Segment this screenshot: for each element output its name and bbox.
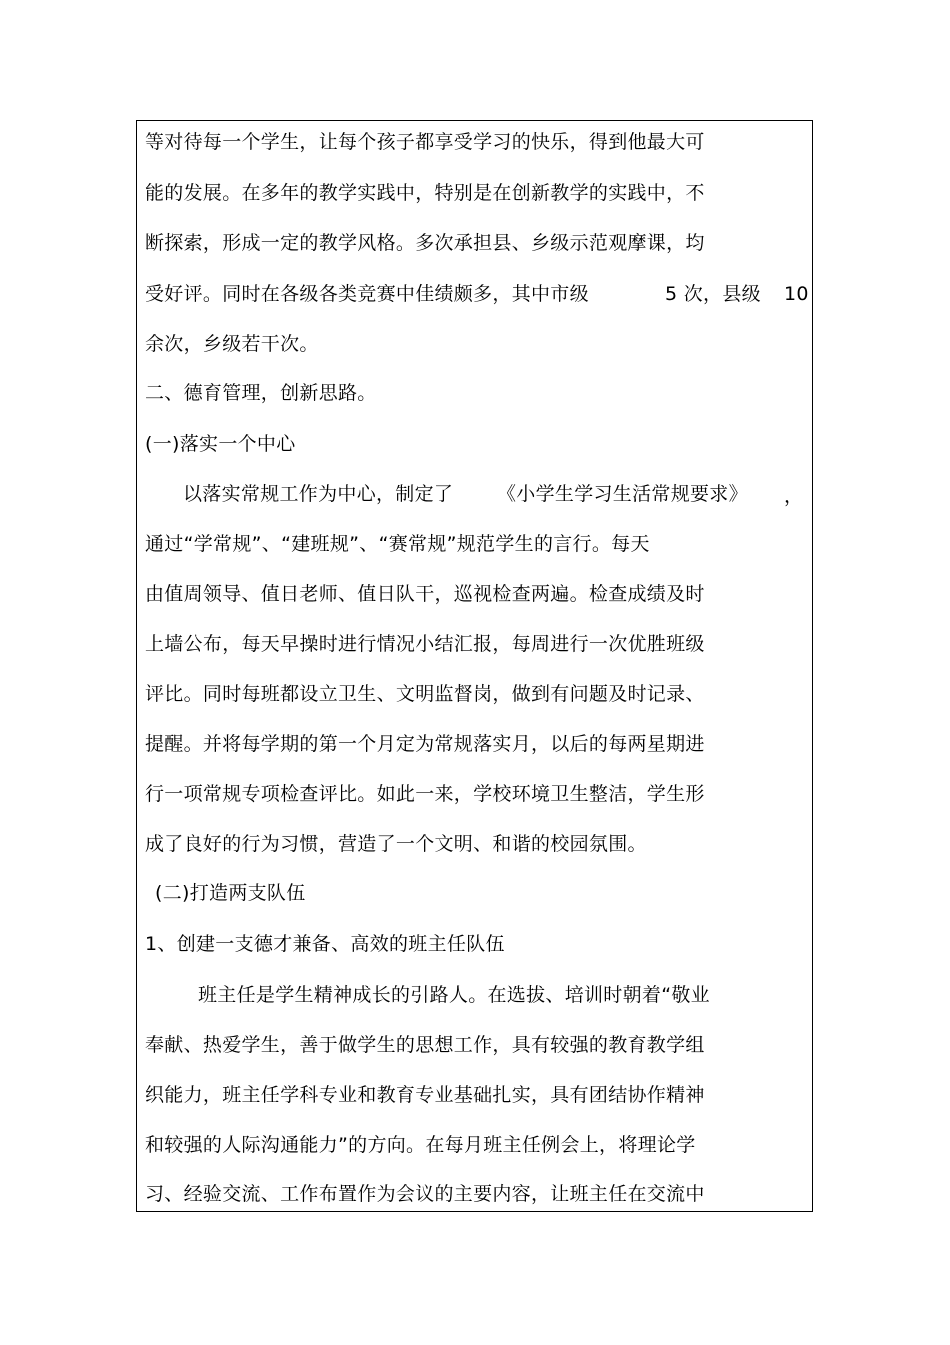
text-line: 5 次，县级 <box>665 283 761 305</box>
text-line: 织能力，班主任学科专业和教育专业基础扎实，具有团结协作精神 <box>145 1084 705 1106</box>
text-line: 提醒。并将每学期的第一个月定为常规落实月，以后的每两星期进 <box>145 733 705 755</box>
text-line: 班主任是学生精神成长的引路人。在选拔、培训时朝着“敬业 <box>198 984 710 1006</box>
text-line: 行一项常规专项检查评比。如此一来，学校环境卫生整洁，学生形 <box>145 783 705 805</box>
text-line: 能的发展。在多年的教学实践中，特别是在创新教学的实践中，不 <box>145 182 705 204</box>
text-line: 《小学生学习生活常规要求》 <box>497 483 748 505</box>
section-heading: 二、德育管理，创新思路。 <box>145 382 377 404</box>
subsection-heading: (一)落实一个中心 <box>145 433 296 455</box>
text-line: 余次，乡级若干次。 <box>145 333 319 355</box>
subsection-heading: (二)打造两支队伍 <box>155 882 306 904</box>
text-line: 通过“学常规”、“建班规”、“赛常规”规范学生的言行。每天 <box>145 533 650 555</box>
text-line: 等对待每一个学生，让每个孩子都享受学习的快乐，得到他最大可 <box>145 131 705 153</box>
text-line: 上墙公布，每天早操时进行情况小结汇报，每周进行一次优胜班级 <box>145 633 705 655</box>
text-line: 10 <box>784 283 809 305</box>
text-line: 以落实常规工作为中心，制定了 <box>183 483 454 505</box>
text-line: 和较强的人际沟通能力”的方向。在每月班主任例会上，将理论学 <box>145 1134 696 1156</box>
text-line: 受好评。同时在各级各类竞赛中佳绩颇多，其中市级 <box>145 283 589 305</box>
text-line: 习、经验交流、工作布置作为会议的主要内容，让班主任在交流中 <box>145 1183 705 1205</box>
text-line: ， <box>784 485 804 507</box>
item-heading: 1、创建一支德才兼备、高效的班主任队伍 <box>145 933 505 955</box>
text-line: 断探索，形成一定的教学风格。多次承担县、乡级示范观摩课，均 <box>145 232 705 254</box>
text-line: 由值周领导、值日老师、值日队干，巡视检查两遍。检查成绩及时 <box>145 583 705 605</box>
text-line: 评比。同时每班都设立卫生、文明监督岗，做到有问题及时记录、 <box>145 683 705 705</box>
text-line: 成了良好的行为习惯，营造了一个文明、和谐的校园氛围。 <box>145 833 647 855</box>
text-line: 奉献、热爱学生，善于做学生的思想工作，具有较强的教育教学组 <box>145 1034 705 1056</box>
